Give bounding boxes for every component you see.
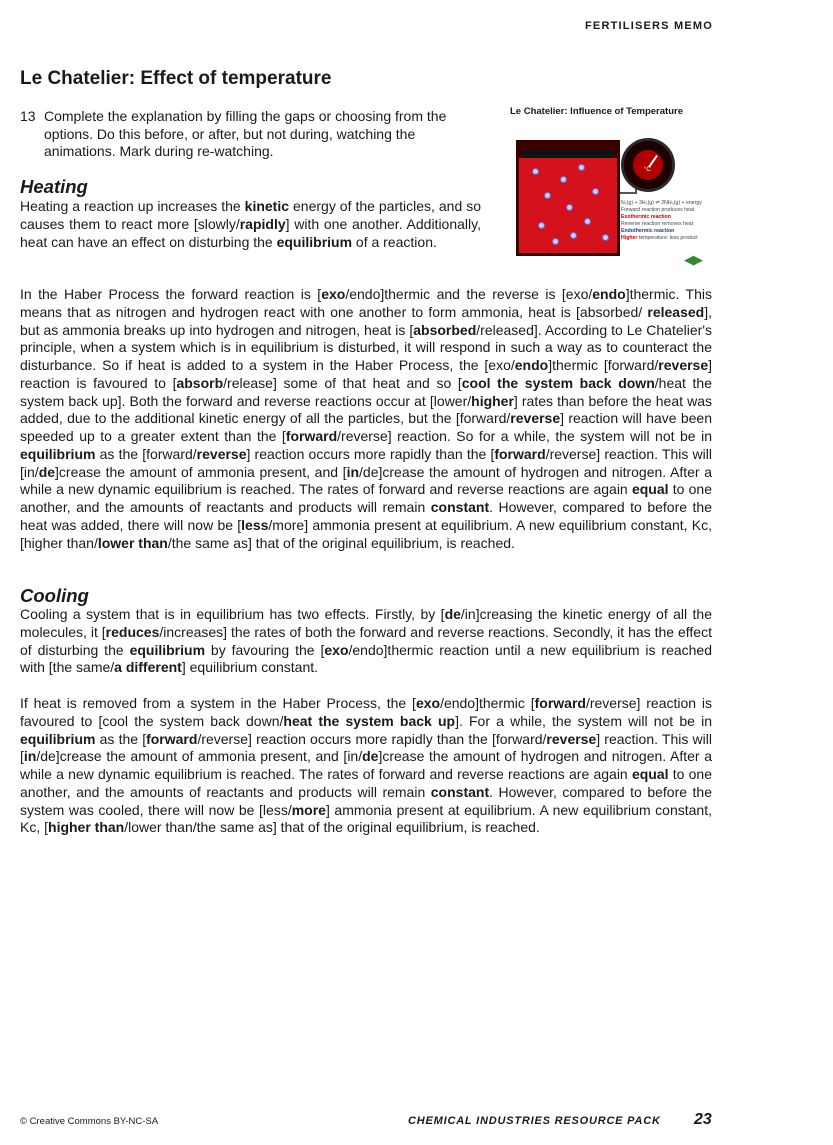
legend-equation: N₂(g) + 3H₂(g) ⇌ 2NH₃(g) + energy (621, 200, 702, 206)
text-run: /lower than/the same as] that of the original equilibrium, is reached. (124, 819, 540, 836)
text-run: ], but as ammonia breaks up into hydrogen and nitrogen, heat is [ (20, 303, 712, 338)
text-run: /endo]thermic reaction until a new equilibrium is reached with [the same/ (20, 641, 713, 676)
gauge-pipe (620, 192, 636, 194)
molecule (592, 188, 599, 195)
answer-term: in (23, 748, 37, 765)
answer-term: less (241, 516, 269, 533)
answer-term: a different (114, 659, 182, 676)
text-run: /the same as] that of the original equilibrium, is reached. (167, 534, 515, 551)
answer-term: forward (146, 730, 198, 747)
page-number: 23 (694, 1111, 712, 1128)
text-run: /heat the system back up]. Both the forward and reverse reactions occur at [lower/ (20, 374, 712, 409)
legend-higher-rest: temperature: less product (637, 235, 698, 241)
text-run: ] reaction. This will [ (20, 730, 712, 765)
text-run: ]thermic [forward/ (548, 357, 659, 373)
molecule (532, 168, 539, 175)
answer-term: reverse (510, 410, 561, 427)
text-run: /de]crease the amount of hydrogen and nitrogen. After a while a new dynamic equilibrium is reached. The rates of forward and reverse reactions are again (20, 463, 713, 498)
reaction-vessel-lid (522, 150, 614, 158)
answer-term: more (291, 801, 326, 818)
figure-legend (621, 200, 716, 242)
answer-term: equilibrium (129, 641, 206, 658)
answer-term: exo (324, 641, 349, 658)
text-run: /endo]thermic [ (440, 695, 535, 711)
page-title: Le Chatelier: Effect of temperature (20, 68, 332, 89)
text-run: Heating a reaction up increases the (20, 198, 245, 214)
text-run: /more] ammonia present at equilibrium. A new equilibrium constant, Kc, [higher than/ (20, 516, 712, 551)
molecule (570, 232, 577, 239)
answer-term: forward (285, 428, 338, 444)
text-run: . However, compared to before the system was cooled, there will now be [less/ (20, 783, 712, 818)
text-run: /reverse] reaction. This will [in/ (20, 445, 712, 480)
answer-term: equal (631, 766, 669, 782)
answer-term: exo (415, 695, 441, 711)
legend-reverse: Reverse reaction removes heat (621, 221, 694, 227)
legend-reverse-type: Endothermic reaction (621, 228, 675, 234)
text-run: to one another, and the amounts of reactants and products will remain (20, 481, 712, 515)
answer-term: exo (321, 286, 346, 302)
answer-term: released (647, 303, 705, 320)
answer-term: forward (534, 695, 586, 711)
legend-forward-type: Exothermic reaction (621, 214, 671, 220)
text-run: If heat is removed from a system in the Haber Process, the [ (20, 695, 416, 711)
text-run: ] equilibrium constant. (181, 659, 319, 676)
figure-le-chatelier-temperature (508, 100, 713, 270)
answer-term: rapidly (239, 215, 286, 232)
molecule (584, 218, 591, 225)
text-run: ] ammonia present at equilibrium. A new equilibrium constant, Kc, [ (20, 801, 712, 836)
heating-heading: Heating (20, 176, 88, 197)
answer-term: reverse (658, 357, 709, 373)
answer-term: heat the system back up (283, 712, 456, 729)
answer-term: de (444, 606, 461, 622)
answer-term: endo (514, 357, 549, 373)
answer-term: reverse (196, 445, 247, 462)
answer-term: equilibrium (20, 730, 96, 747)
answer-term: de (38, 463, 56, 480)
molecule (552, 238, 559, 245)
question-text: Complete the explanation by filling the gaps or choosing from the options. Do this before, or after, but not during, watching the animations. Mark during re-watching. (44, 108, 447, 160)
answer-term: higher (471, 392, 514, 409)
text-run: ]crease the amount of ammonia present, and [ (55, 463, 347, 480)
text-run: ]crease the amount of hydrogen and nitrogen. After a while a new dynamic equilibrium is reached. The rates of forward and reverse reactions are again (20, 748, 712, 782)
text-run: of a reaction. (352, 233, 437, 250)
text-run: In the Haber Process the forward reaction is [ (20, 286, 322, 302)
gauge-unit-label: °C (644, 167, 651, 173)
text-run: ] reaction is favoured to [ (20, 357, 713, 391)
answer-term: endo (592, 286, 626, 302)
cooling-paragraph-1 (20, 606, 712, 677)
answer-term: reduces (105, 623, 160, 640)
figure-title: Le Chatelier: Influence of Temperature (510, 106, 683, 117)
answer-term: de (362, 748, 379, 765)
text-run: ] reaction will have been speeded up to a greater extent than the [ (20, 410, 712, 444)
text-run: ]. For a while, the system will not be in (455, 712, 712, 729)
header-title: FERTILISERS MEMO (585, 20, 713, 32)
question-number: 13 (20, 108, 36, 124)
legend-forward: Forward reaction produces heat (621, 207, 695, 213)
answer-term: constant (430, 783, 490, 800)
text-run: /reverse] reaction occurs more rapidly than the [forward/ (197, 730, 547, 747)
legend-higher-temperature (621, 235, 716, 242)
molecule (566, 204, 573, 211)
answer-term: kinetic (244, 198, 290, 214)
heating-paragraph-2 (20, 286, 712, 552)
text-run: Cooling a system that is in equilibrium has two effects. Firstly, by [ (20, 606, 445, 622)
answer-term: equilibrium (276, 233, 353, 250)
molecule (602, 234, 609, 241)
text-run: to one another, and the amounts of reactants and products will remain (20, 766, 712, 800)
answer-term: reverse (546, 730, 597, 747)
answer-term: lower than (97, 534, 168, 551)
molecule (544, 192, 551, 199)
text-run: energy of the particles, and so causes them to react more [slowly/ (20, 198, 482, 232)
answer-term: equilibrium (20, 445, 96, 462)
answer-term: higher than (48, 819, 125, 836)
text-run: /reverse] reaction is favoured to [cool the system back down/ (20, 695, 712, 729)
text-run: /de]crease the amount of ammonia present, and [in/ (36, 748, 363, 765)
answer-term: equal (631, 481, 669, 498)
answer-term: in (346, 463, 360, 480)
text-run: by favouring the [ (205, 641, 325, 658)
text-run: as the [forward/ (95, 445, 197, 462)
answer-term: absorbed (413, 321, 477, 338)
cooling-paragraph-2 (20, 695, 712, 837)
legend-higher-label: Higher (621, 235, 638, 241)
answer-term: forward (494, 445, 546, 462)
heating-paragraph-1 (20, 198, 481, 251)
text-run: /released]. According to Le Chatelier's principle, when a system which is in equilibrium is disturbed, it will respond in such a way as to counteract the disturbance. So if heat is added to a system in the Haber Process, the [exo/ (20, 321, 712, 373)
text-run: as the [ (95, 730, 147, 747)
thermometer-gauge-icon (621, 138, 675, 192)
text-run: ]thermic. This means that as nitrogen and hydrogen react with one another to form ammonia, heat is [absorbed/ (20, 286, 712, 320)
molecule (560, 176, 567, 183)
text-run: /in]creasing the kinetic energy of all the molecules, it [ (20, 606, 713, 640)
text-run: . However, compared to before the heat was added, there will now be [ (20, 499, 712, 533)
cooling-heading: Cooling (20, 585, 89, 606)
molecule (578, 164, 585, 171)
text-run: /reverse] reaction. So for a while, the system will not be in (337, 428, 712, 444)
text-run: ] reaction occurs more rapidly than the [ (246, 445, 495, 462)
text-run: ] rates than before the heat was added, due to the additional kinetic energy of all the particles, but the [forward/ (20, 392, 712, 427)
answer-term: constant (430, 499, 490, 515)
animation-nav-arrows-icon[interactable]: ◀▶ (684, 252, 702, 267)
molecule (538, 222, 545, 229)
answer-term: cool the system back down (461, 374, 655, 391)
question (20, 108, 480, 161)
answer-term: absorb (176, 374, 224, 391)
text-run: ] with one another. Additionally, heat can have an effect on disturbing the (20, 215, 481, 250)
text-run: /increases] the rates of both the forward and reverse reactions. Secondly, it has the effect of disturbing the (20, 623, 712, 658)
footer-license: © Creative Commons BY-NC-SA (20, 1116, 159, 1127)
text-run: /release] some of that heat and so [ (223, 374, 462, 391)
text-run: /endo]thermic and the reverse is [exo/ (345, 286, 593, 302)
footer-resource-pack: CHEMICAL INDUSTRIES RESOURCE PACK (408, 1115, 661, 1127)
